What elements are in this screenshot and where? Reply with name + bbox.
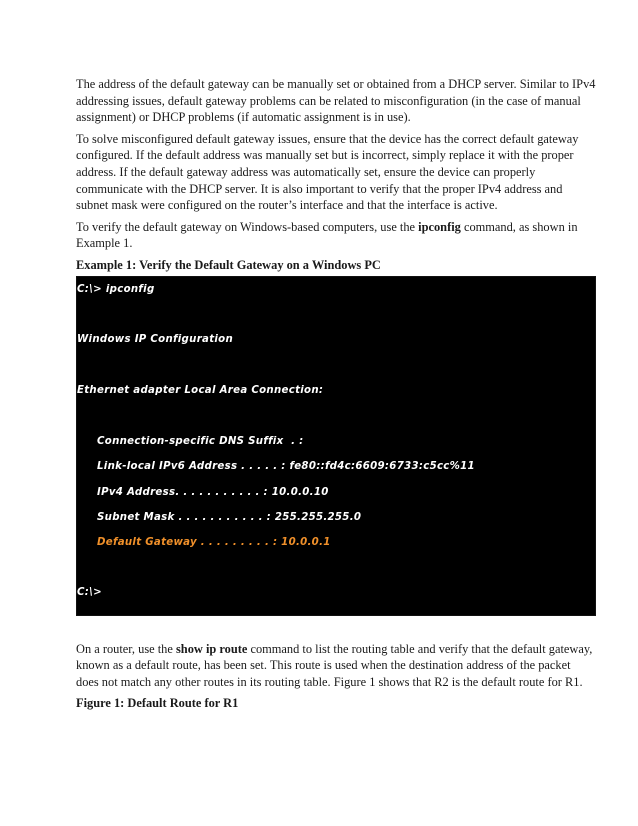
- terminal-prompt-command: C:\> ipconfig: [77, 283, 155, 295]
- paragraph-text: command, as shown in Example 1.: [76, 219, 578, 251]
- paragraph-text: command to list the routing table and verify that the default gateway, known as a default route, has been set. This route is used when the destination address of the packet does not match any other routes in its routing table. Figure 1 shows that R2 is the default route for R1.: [76, 641, 593, 689]
- paragraph-gateway-intro: The address of the default gateway can be manually set or obtained from a DHCP server. Similar to IPv4 addressing issues, default gateway problems can be related to misconfiguration (in the case of manual assignment) or DHCP problems (if automatic assignment is in use).: [76, 77, 596, 125]
- terminal-prompt-end: C:\>: [77, 586, 103, 598]
- terminal-windows-ip-config: Windows IP Configuration: [77, 333, 234, 345]
- terminal-subnet-mask: Subnet Mask . . . . . . . . . . . : 255.255.255.0: [97, 511, 362, 523]
- document-page: [76, 76, 596, 714]
- paragraph-text: On a router, use the: [76, 641, 176, 656]
- terminal-ipv6-address: Link-local IPv6 Address . . . . . : fe80::fd4c:6609:6733:c5cc%11: [97, 460, 475, 472]
- terminal-adapter-heading: Ethernet adapter Local Area Connection:: [77, 384, 324, 396]
- terminal-default-gateway: Default Gateway . . . . . . . . . : 10.0.0.1: [97, 536, 331, 548]
- terminal-ipv4-address: IPv4 Address. . . . . . . . . . . : 10.0.0.10: [97, 486, 329, 498]
- paragraph-verify-windows: [76, 219, 596, 252]
- paragraph-solve-gateway: To solve misconfigured default gateway issues, ensure that the device has the correct default gateway configured. If the default address was manually set but is incorrect, simply replace it with the proper address. If the default gateway address was automatically set, ensure the device can properly communicate with the DHCP server. It is also important to verify that the proper IPv4 address and subnet mask were configured on the router’s interface and that the interface is active.: [76, 131, 579, 213]
- command-ipconfig: ipconfig: [418, 219, 461, 234]
- figure-caption: Figure 1: Default Route for R1: [76, 696, 239, 711]
- paragraph-text: To verify the default gateway on Windows-based computers, use the: [76, 219, 419, 234]
- example-caption: Example 1: Verify the Default Gateway on a Windows PC: [76, 257, 381, 272]
- command-show-ip-route: show ip route: [175, 641, 248, 656]
- paragraph-router-route: [76, 641, 596, 691]
- terminal-output: [76, 276, 596, 616]
- terminal-dns-suffix: Connection-specific DNS Suffix . :: [97, 435, 304, 447]
